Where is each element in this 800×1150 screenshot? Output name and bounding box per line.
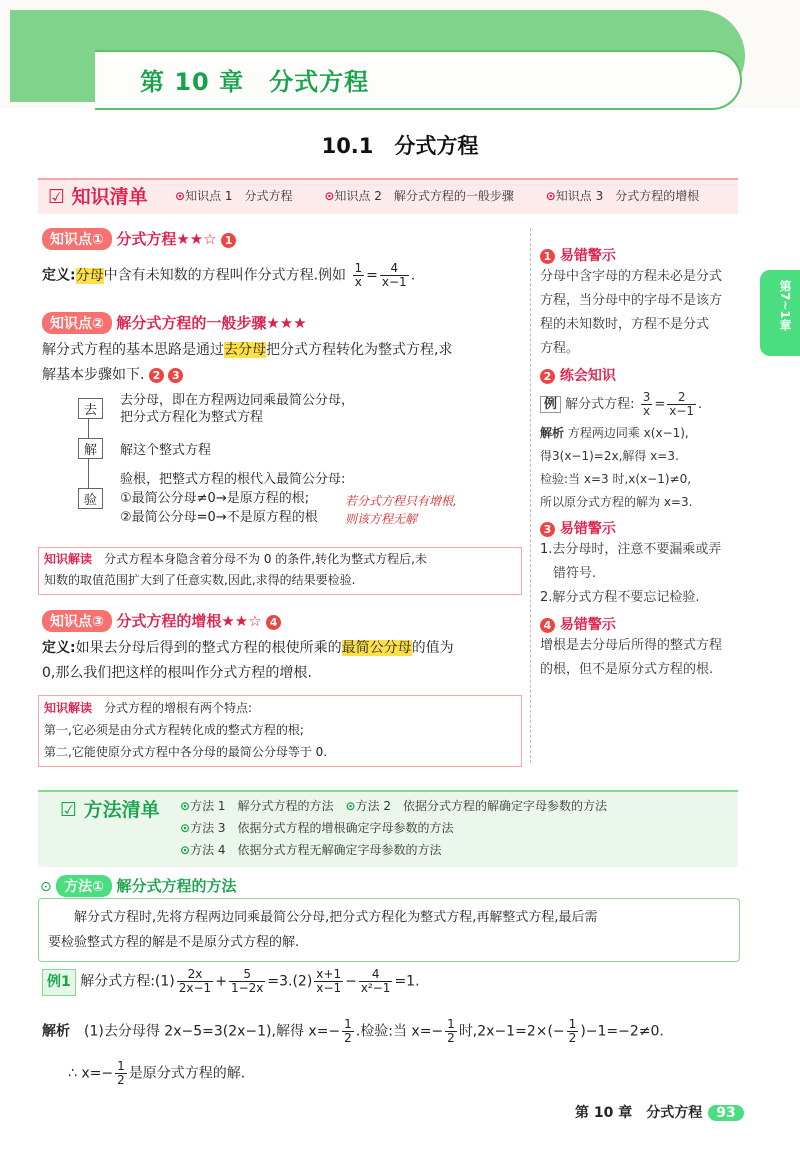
sidebar-example: 例 解分式方程: $\frac{3}{x}$ = $\frac{2}{x-1}$ .	[540, 391, 772, 418]
analysis-line-2: ∴ x=− $\frac{1}{2}$ 是原分式方程的解.	[68, 1059, 246, 1087]
kp1-badge: 知识点①	[42, 228, 112, 250]
page-footer: 第 10 章 分式方程 93	[575, 1102, 744, 1122]
flow-step-2: 解	[78, 438, 103, 459]
method-item[interactable]: ⊙方法 2 依据分式方程的解确定字母参数的方法	[345, 799, 608, 813]
kp2-intro: 解分式方程的基本思路是通过去分母把分式方程转化为整式方程,求 解基本步骤如下. 2 3	[42, 342, 453, 383]
kp2-heading	[42, 312, 307, 334]
method-item[interactable]: ⊙方法 3 依据分式方程的增根确定字母参数的方法	[180, 821, 454, 835]
chapter-side-tab-label: 第7~1章	[778, 280, 792, 331]
page-number: 93	[708, 1105, 743, 1121]
flow-step-1: 去	[78, 398, 103, 419]
sidebar-solution: 解析 方程两边同乘 x(x−1), 得3(x−1)=2x,解得 x=3. 检验:当 x=3 时,x(x−1)≠0, 所以原分式方程的解为 x=3.	[540, 426, 693, 509]
kp2-interp-text: 知识解读 分式方程本身隐含着分母不为 0 的条件,转化为整式方程后,未 知数的取值范围扩大到了任意实数,因此,求得的结果要检验.	[44, 552, 427, 587]
method-list-items	[180, 795, 607, 861]
sidebar-note-3-text: 1.去分母时，注意不要漏乘或弄 错符号. 2.解分式方程不要忘记检验.	[540, 542, 722, 605]
fraction: $\frac{1}{x}$	[354, 261, 363, 289]
checkbox-icon: ☑	[48, 186, 66, 208]
example1: 例1 解分式方程:(1) $\frac{2x}{2x-1}$ + $\frac{5}{1-2x}$ =3.(2) $\frac{x+1}{x-1}$ − $\frac{4}{\text{x²−1}}$ =1.	[42, 968, 420, 996]
sidebar-note-1-text: 分母中含字母的方程未必是分式 方程，当分母中的字母不是该方 程的未知数时，方程不是分式 方程。	[540, 269, 723, 356]
sidebar-notes	[540, 245, 772, 682]
kp3-note-circle: 4	[266, 615, 281, 630]
method-item[interactable]: ⊙方法 1 解分式方程的方法	[180, 799, 334, 813]
knowledge-list-title: ☑ 知识清单	[48, 186, 148, 208]
kp1-definition: 定义:分母中含有未知数的方程叫作分式方程.例如 $\frac{1}{x}$ = $\frac{4}{x-1}$ .	[42, 261, 416, 289]
flow-step-3-text: 验根，把整式方程的根代入最简公分母: ①最简公分母≠0→是原方程的根; ②最简公分母=0→不是原方程的根	[120, 472, 346, 525]
method-list-title: ☑ 方法清单	[60, 799, 160, 821]
kp2-title: 解分式方程的一般步骤★★★	[116, 314, 307, 332]
knowledge-item[interactable]: ⊙知识点 2 解分式方程的一般步骤	[324, 189, 514, 203]
method1-heading: ⊙ 方法① 解分式方程的方法	[40, 877, 237, 895]
kp3-badge: 知识点③	[42, 610, 112, 632]
kp3-title: 分式方程的增根★★☆	[116, 612, 262, 630]
kp3-interp-text: 知识解读 分式方程的增根有两个特点: 第一,它必须是由分式方程转化成的整式方程的根; 第二,它能使原分式方程中各分母的最简公分母等于 0.	[44, 701, 328, 759]
method1-badge: 方法①	[56, 875, 112, 897]
kp1-heading	[42, 228, 236, 250]
kp3-definition: 定义:如果去分母后得到的整式方程的根使所乘的最简公分母的值为 0,那么我们把这样的根叫作分式方程的增根.	[42, 640, 454, 681]
knowledge-list-items	[175, 187, 727, 204]
kp3-heading	[42, 610, 281, 632]
red-handwritten-note: 若分式方程只有增根, 则该方程无解	[345, 494, 457, 526]
knowledge-item[interactable]: ⊙知识点 1 分式方程	[175, 189, 293, 203]
method1-text: 解分式方程时,先将方程两边同乘最简公分母,把分式方程化为整式方程,再解整式方程,最后需 要检验整式方程的解是不是原分式方程的解.	[48, 910, 598, 950]
fraction: $\frac{4}{x-1}$	[381, 261, 407, 289]
sidebar-note-3-title: 3 易错警示	[540, 518, 772, 538]
flow-step-3: 验	[78, 488, 103, 509]
method-item[interactable]: ⊙方法 4 依据分式方程无解确定字母参数的方法	[180, 843, 442, 857]
kp1-title: 分式方程★★☆	[116, 230, 217, 248]
section-title: 10.1 分式方程	[321, 134, 479, 158]
sidebar-note-4-title: 4 易错警示	[540, 614, 772, 634]
method1-title: 解分式方程的方法	[116, 877, 237, 895]
column-divider	[530, 228, 531, 763]
chapter-title: 第 10 章 分式方程	[140, 68, 370, 96]
sidebar-note-2-title: 2 练会知识	[540, 365, 772, 385]
checkbox-icon: ☑	[60, 799, 78, 821]
kp1-note-circle: 1	[221, 233, 236, 248]
knowledge-item[interactable]: ⊙知识点 3 分式方程的增根	[545, 189, 700, 203]
sidebar-note-4-text: 增根是去分母后所得的整式方程 的根，但不是原分式方程的根.	[540, 638, 723, 677]
flow-step-2-text: 解这个整式方程	[120, 443, 212, 458]
sidebar-note-1-title: 1 易错警示	[540, 245, 772, 265]
kp2-badge: 知识点②	[42, 312, 112, 334]
analysis-line-1: 解析 (1)去分母得 2x−5=3(2x−1),解得 x=− $\frac{1}{2}$ .检验:当 x=− $\frac{1}{2}$ 时,2x−1=2×(− $\frac{1}{2}$ )−1=−2≠0.	[42, 1017, 664, 1045]
example1-badge: 例1	[42, 969, 76, 996]
flow-step-1-text: 去分母，即在方程两边同乘最简公分母， 把分式方程化为整式方程	[120, 393, 355, 425]
